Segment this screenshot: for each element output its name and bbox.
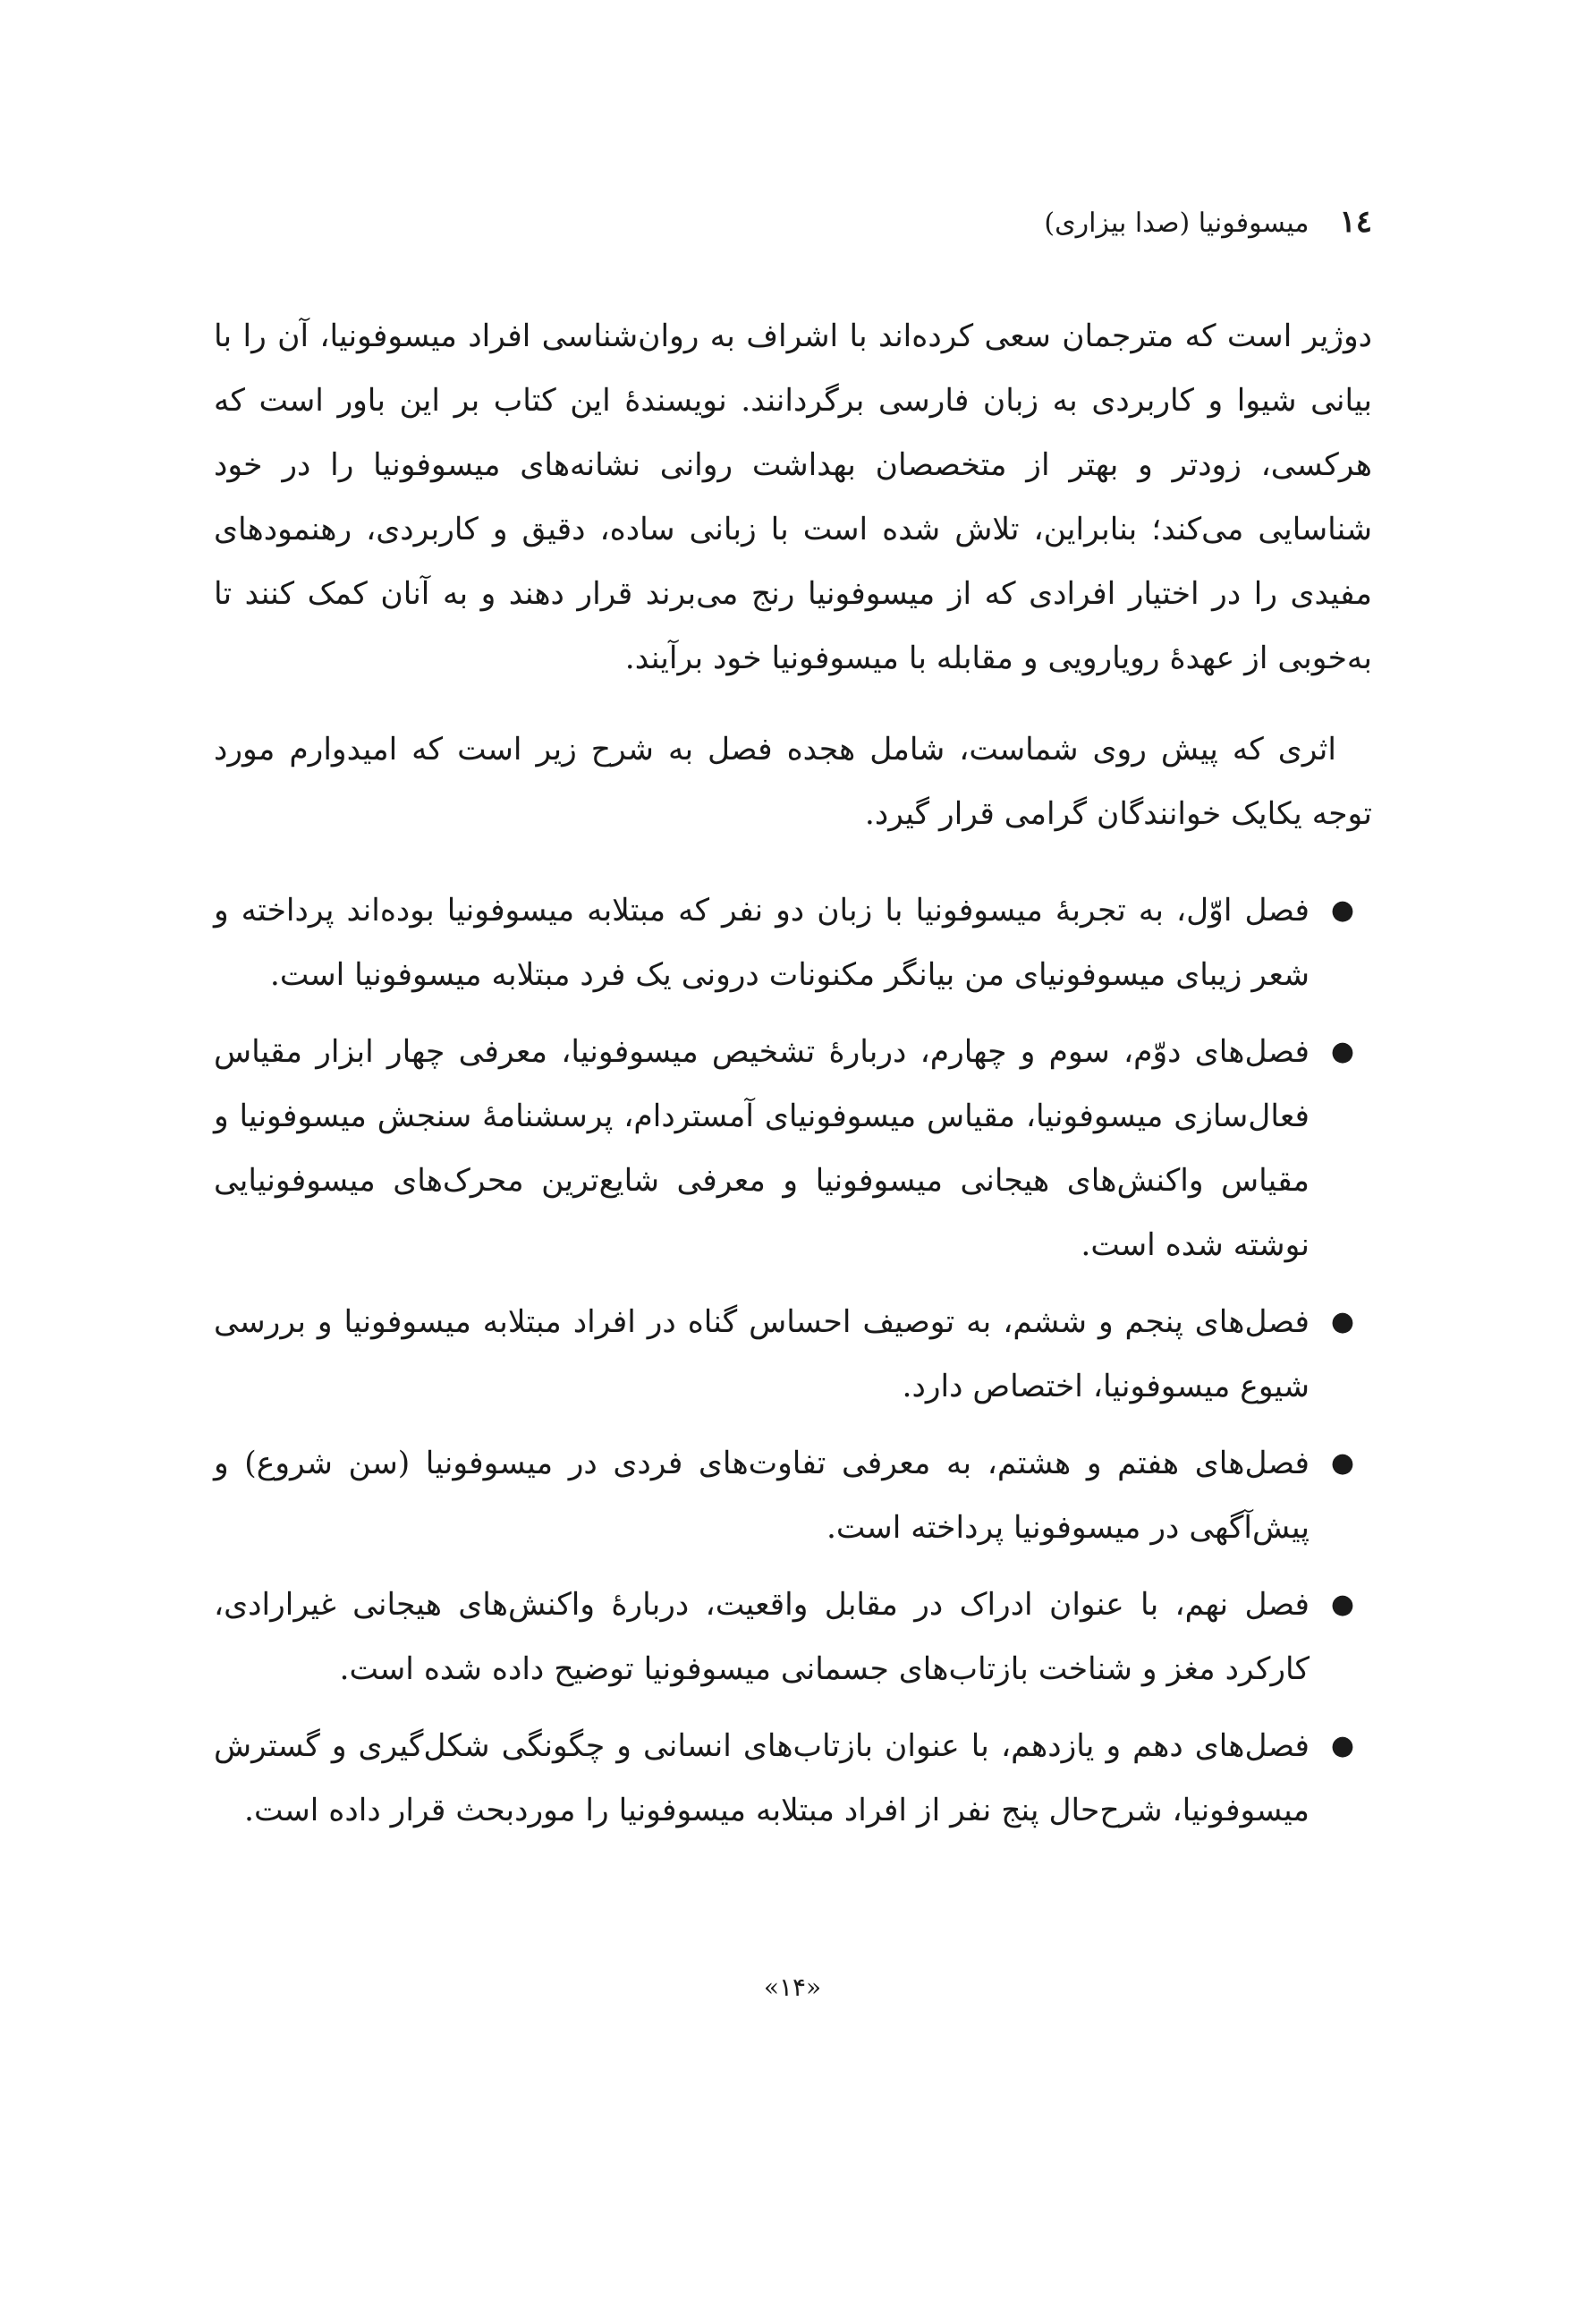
page-footer — [0, 1972, 1585, 2002]
list-item-text: فصل‌های پنجم و ششم، به توصیف احساس گناه در افراد مبتلابه میسوفونیا و بررسی شیوع میسوفونیا، اختصاص دارد. — [214, 1304, 1310, 1404]
page-header — [1044, 204, 1372, 240]
page-number: ١٤ — [1339, 204, 1372, 240]
running-title: میسوفونیا (صدا بیزاری) — [1044, 208, 1310, 239]
list-item — [214, 1573, 1354, 1701]
list-item — [214, 1431, 1354, 1560]
list-item — [214, 1290, 1354, 1419]
bullet-icon: ● — [1330, 895, 1354, 926]
list-item — [214, 878, 1354, 1007]
bullet-icon: ● — [1330, 1306, 1354, 1337]
footer-page-marker: «١۴» — [763, 1972, 822, 2002]
bullet-icon: ● — [1330, 1036, 1354, 1067]
list-item-text: فصل‌های هفتم و هشتم، به معرفی تفاوت‌های فردی در میسوفونیا (سن شروع) و پیش‌آگهی در میسوفونیا پرداخته است. — [214, 1446, 1310, 1546]
paragraph: دوژیر است که مترجمان سعی کرده‌اند با اشراف به روان‌شناسی افراد میسوفونیا، آن را با بیانی شیوا و کاربردی به زبان فارسی برگردانند. نویسندهٔ این کتاب بر این باور است که هرکسی، زودتر و بهتر از متخصصان بهداشت روانی نشانه‌های میسوفونیا را در خود شناسایی می‌کند؛ بنابراین، تلاش شده است با زبانی ساده، دقیق و کاربردی، رهنمودهای مفیدی را در اختیار افرادی که از میسوفونیا رنج می‌برند قرار دهند و به آنان کمک کنند تا به‌خوبی از عهدهٔ رویارویی و مقابله با میسوفونیا خود برآیند. — [214, 318, 1372, 676]
bullet-icon: ● — [1330, 1730, 1354, 1761]
list-item-text: فصل‌های دوّم، سوم و چهارم، دربارهٔ تشخیص میسوفونیا، معرفی چهار ابزار مقیاس فعال‌سازی میسوفونیا، مقیاس میسوفونیای آمستردام، پرسشنامهٔ سنجش میسوفونیا و مقیاس واکنش‌های هیجانی میسوفونیا و معرفی شایع‌ترین محرک‌های میسوفونیایی نوشته شده است. — [214, 1034, 1310, 1263]
bullet-icon: ● — [1330, 1447, 1354, 1479]
list-item-text: فصل‌های دهم و یازدهم، با عنوان بازتاب‌های انسانی و چگونگی شکل‌گیری و گسترش میسوفونیا، شرح‌حال پنج نفر از افراد مبتلابه میسوفونیا را موردبحث قرار داده است. — [214, 1728, 1310, 1828]
page-body — [214, 304, 1372, 1855]
list-item-text: فصل اوّل، به تجربهٔ میسوفونیا با زبان دو نفر که مبتلابه میسوفونیا بوده‌اند پرداخته و شعر زیبای میسوفونیای من بیانگر مکنونات درونی یک فرد مبتلابه میسوفونیا است. — [214, 893, 1310, 993]
list-item-text: فصل نهم، با عنوان ادراک در مقابل واقعیت، دربارهٔ واکنش‌های هیجانی غیرارادی، کارکرد مغز و شناخت بازتاب‌های جسمانی میسوفونیا توضیح داده شده است. — [214, 1587, 1310, 1687]
paragraph: اثری که پیش روی شماست، شامل هجده فصل به شرح زیر است که امیدوارم مورد توجه یکایک خوانندگان گرامی قرار گیرد. — [214, 732, 1372, 832]
chapter-list — [214, 878, 1372, 1843]
bullet-icon: ● — [1330, 1589, 1354, 1620]
list-item — [214, 1714, 1354, 1843]
list-item — [214, 1020, 1354, 1277]
